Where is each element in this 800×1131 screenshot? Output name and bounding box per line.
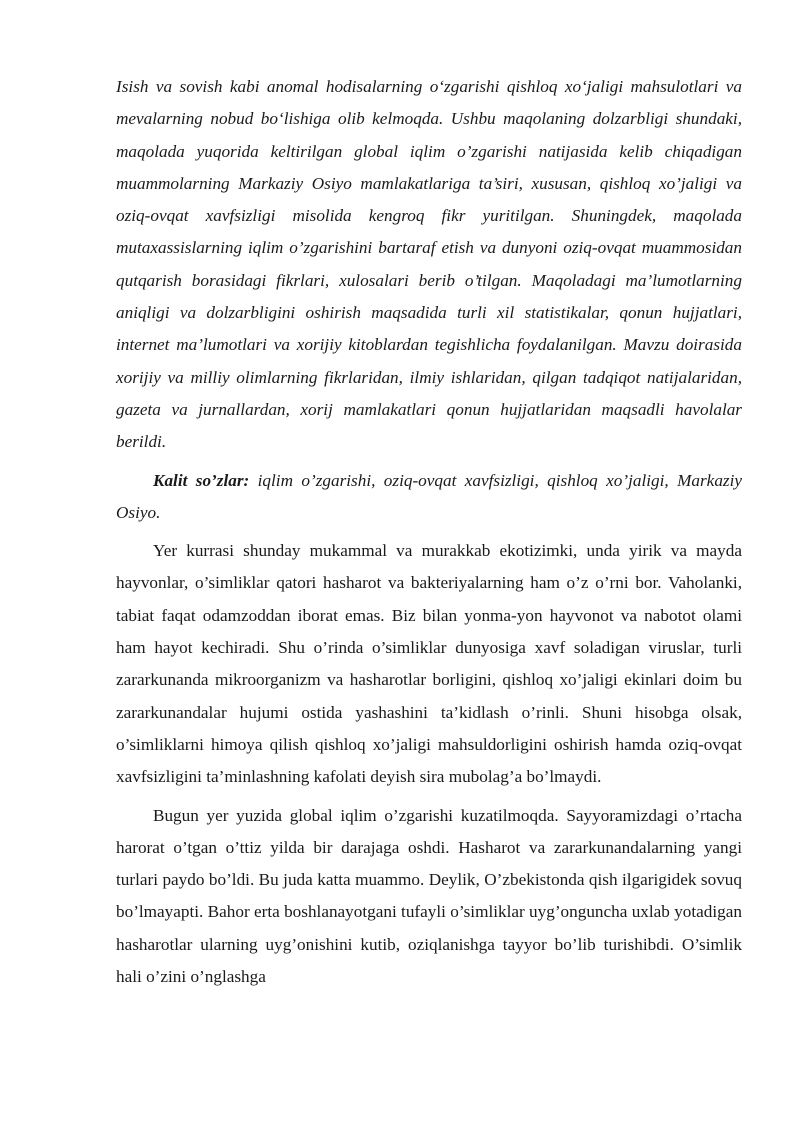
keywords-text: iqlim o’zgarishi, oziq-ovqat xavfsizligi, qishloq xo’jaligi, Markaziy Osiyo. <box>116 470 743 522</box>
document-page <box>116 71 742 999</box>
body-paragraph-1: Yer kurrasi shunday mukammal va murakkab ekotizimki, unda yirik va mayda hayvonlar, o’simliklar qatori hasharot va bakteriyalarning ham o’z o’rni bor. Vaholanki, tabiat faqat odamzoddan iborat emas. Biz bilan yonma-yon hayvonot va nabotot olami ham hayot kechiradi. Shu o’rinda o’simliklar dunyosiga xavf soladigan viruslar, turli zararkunanda mikroorganizm va hasharotlar borligini, qishloq xo’jaligi ekinlari doim bu zararkunandalar hujumi ostida yashashini ta’kidlash o’rinli. Shuni hisobga olsak, o’simliklarni himoya qilish qishloq xo’jaligi mahsuldorligini oshirish hamda oziq-ovqat xavfsizligini ta’minlashning kafolati deyish sira mubolag’a bo’lmaydi. <box>116 541 742 787</box>
keywords-label: Kalit so’zlar: <box>153 470 250 490</box>
body-paragraph-2: Bugun yer yuzida global iqlim o’zgarishi kuzatilmoqda. Sayyoramizdagi o’rtacha harorat o’tgan o’ttiz yilda bir darajaga oshdi. Hasharot va zararkunandalarning yangi turlari paydo bo’ldi. Bu juda katta muammo. Deylik, O’zbekistonda qish ilgarigidek sovuq bo’lmayapti. Bahor erta boshlanayotgani tufayli o’simliklar uyg’onguncha uxlab yotadigan hasharotlar ularning uyg’onishini kutib, oziqlanishga tayyor bo’lib turishibdi. O’simlik hali o’zini o’nglashga <box>116 805 742 987</box>
abstract-paragraph: Isish va sovish kabi anomal hodisalarning o‘zgarishi qishloq xo‘jaligi mahsulotlari va mevalarning nobud bo‘lishiga olib kelmoqda. Ushbu maqolaning dolzarbligi shundaki, maqolada yuqorida keltirilgan global iqlim o’zgarishi natijasida kelib chiqadigan muammolarning Markaziy Osiyo mamlakatlariga ta’siri, xususan, qishloq xo’jaligi va oziq-ovqat xavfsizligi misolida kengroq fikr yuritilgan. Shuningdek, maqolada mutaxassislarning iqlim o’zgarishini bartaraf etish va dunyoni oziq-ovqat muammosidan qutqarish borasidagi fikrlari, xulosalari berib o’tilgan. Maqoladagi ma’lumotlarning aniqligi va dolzarbligini oshirish maqsadida turli xil statistikalar, qonun hujjatlari, internet ma’lumotlari va xorijiy kitoblardan tegishlicha foydalanilgan. Mavzu doirasida xorijiy va milliy olimlarning fikrlaridan, ilmiy ishlaridan, qilgan tadqiqot natijalaridan, gazeta va jurnallardan, xorij mamlakatlari qonun hujjatlaridan maqsadli havolalar berildi. <box>116 77 742 452</box>
keywords-paragraph <box>116 465 742 530</box>
